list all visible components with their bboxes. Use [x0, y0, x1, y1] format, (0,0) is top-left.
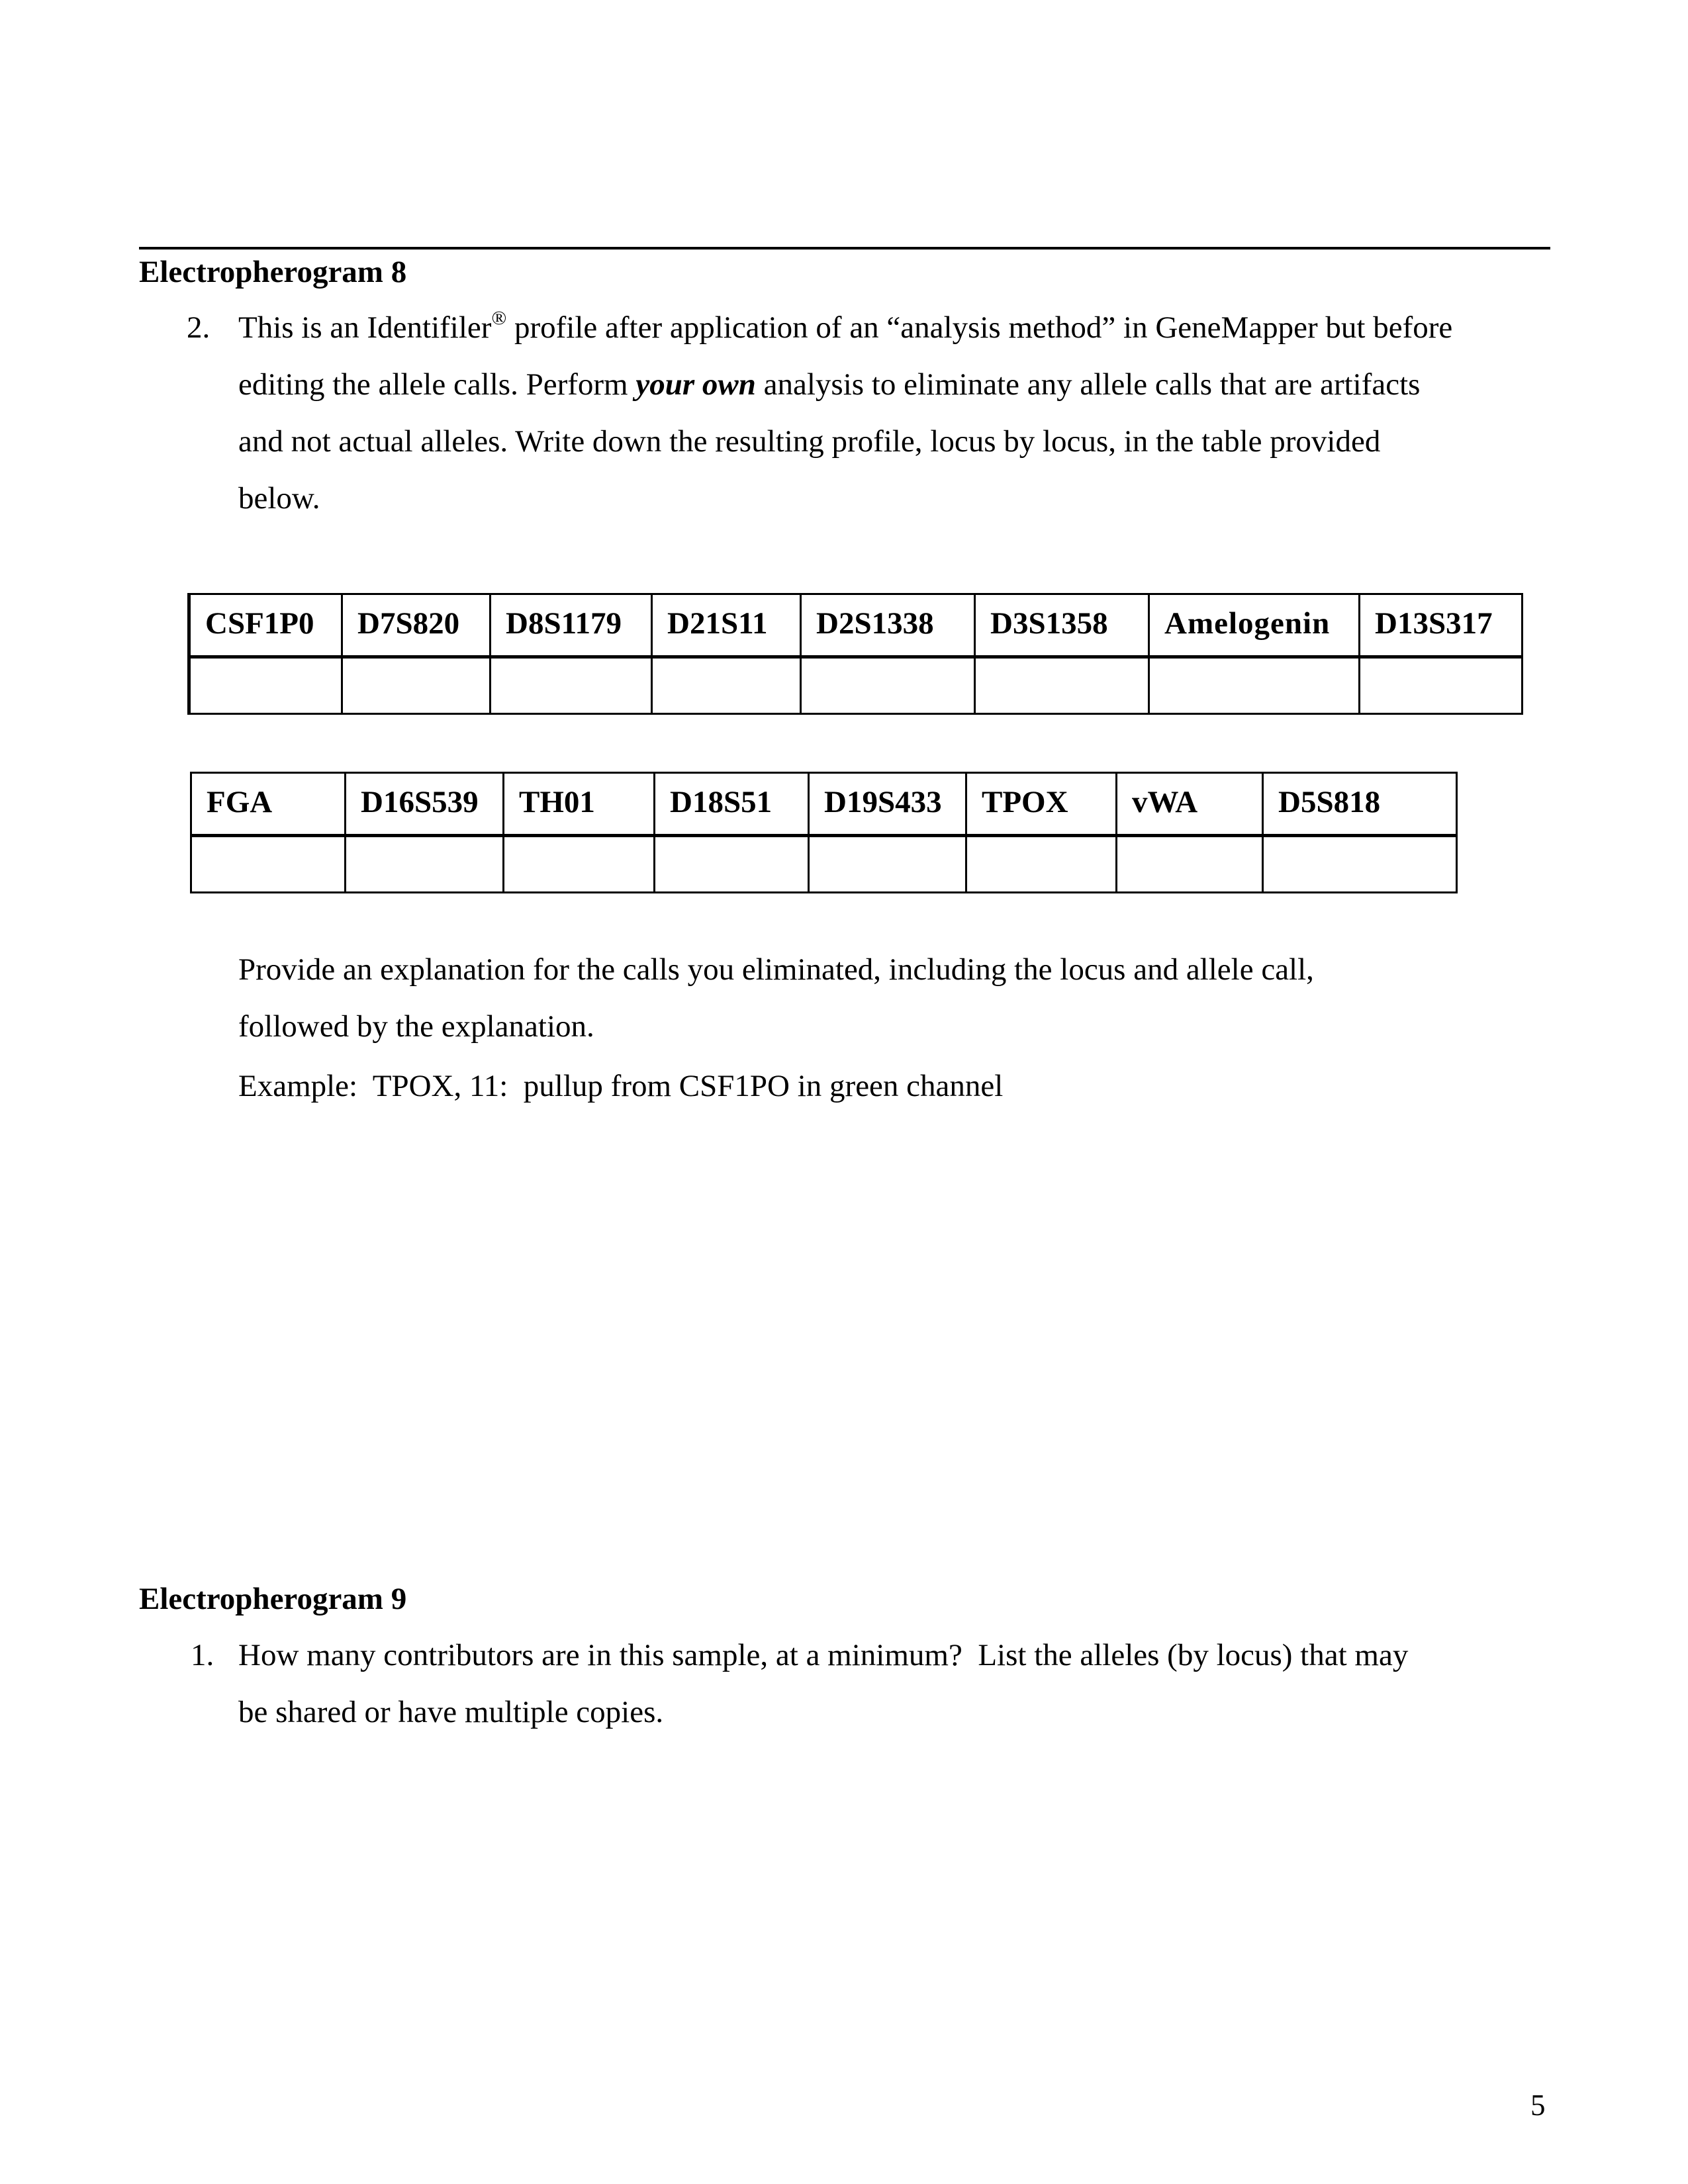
question-2-text: [238, 299, 1452, 527]
table-2-answer-row: [191, 836, 1457, 893]
answer-cell[interactable]: [346, 836, 504, 893]
question-line-1-rest: profile after application of an “analysis method” in GeneMapper but before: [514, 310, 1453, 345]
locus-header: D16S539: [346, 773, 504, 836]
explanation-line-2: followed by the explanation.: [238, 1009, 594, 1044]
answer-cell[interactable]: [966, 836, 1117, 893]
question-9-line-2: be shared or have multiple copies.: [238, 1695, 664, 1729]
section-divider-rule: [139, 247, 1550, 250]
question-line-3: and not actual alleles. Write down the resulting profile, locus by locus, in the table provided: [238, 424, 1381, 459]
answer-cell[interactable]: [801, 657, 975, 714]
table-1-header-row: [189, 594, 1523, 657]
locus-header: D18S51: [655, 773, 809, 836]
table-2-header-row: [191, 773, 1457, 836]
locus-header: D7S820: [342, 594, 491, 657]
answer-cell[interactable]: [652, 657, 801, 714]
locus-header: D2S1338: [801, 594, 975, 657]
locus-header: D5S818: [1263, 773, 1457, 836]
explanation-line-1: Provide an explanation for the calls you eliminated, including the locus and allele call,: [238, 952, 1314, 987]
table-1-answer-row: [189, 657, 1523, 714]
section-8-heading: Electropherogram 8: [139, 255, 407, 289]
question-line-1: [238, 299, 1452, 356]
answer-cell[interactable]: [809, 836, 966, 893]
answer-cell[interactable]: [975, 657, 1149, 714]
explanation-instructions: [238, 941, 1314, 1055]
question-line-2-pre: editing the allele calls. Perform: [238, 367, 636, 402]
answer-cell[interactable]: [189, 657, 342, 714]
answer-cell[interactable]: [1149, 657, 1360, 714]
identifiler-text: This is an Identifiler: [238, 310, 492, 345]
answer-cell[interactable]: [491, 657, 652, 714]
answer-cell[interactable]: [191, 836, 346, 893]
question-line-4: below.: [238, 481, 320, 516]
registered-mark: ®: [491, 307, 507, 329]
locus-header: TPOX: [966, 773, 1117, 836]
locus-header: D21S11: [652, 594, 801, 657]
locus-header: D13S317: [1360, 594, 1523, 657]
answer-cell[interactable]: [1263, 836, 1457, 893]
answer-cell[interactable]: [655, 836, 809, 893]
answer-cell[interactable]: [342, 657, 491, 714]
allele-table-2: [190, 772, 1458, 893]
locus-header: FGA: [191, 773, 346, 836]
question-line-2-post: analysis to eliminate any allele calls that are artifacts: [755, 367, 1421, 402]
locus-header: CSF1P0: [189, 594, 342, 657]
locus-header: Amelogenin: [1149, 594, 1360, 657]
page-number: 5: [1530, 2089, 1546, 2122]
locus-header: vWA: [1117, 773, 1263, 836]
locus-header: D3S1358: [975, 594, 1149, 657]
question-number: 1.: [191, 1638, 214, 1672]
allele-table-1: [187, 593, 1523, 715]
answer-cell[interactable]: [504, 836, 655, 893]
question-9-line-1: How many contributors are in this sample, at a minimum? List the alleles (by locus) that may: [238, 1638, 1409, 1672]
question-number: 2.: [187, 310, 211, 345]
section-9-heading: Electropherogram 9: [139, 1582, 407, 1616]
question-9-1-text: [238, 1627, 1408, 1741]
locus-header: D19S433: [809, 773, 966, 836]
answer-cell[interactable]: [1117, 836, 1263, 893]
question-line-2: [238, 356, 1452, 413]
example-line: Example: TPOX, 11: pullup from CSF1PO in green channel: [238, 1069, 1004, 1103]
locus-header: D8S1179: [491, 594, 652, 657]
answer-cell[interactable]: [1360, 657, 1523, 714]
locus-header: TH01: [504, 773, 655, 836]
emphasis-your-own: your own: [635, 367, 756, 402]
